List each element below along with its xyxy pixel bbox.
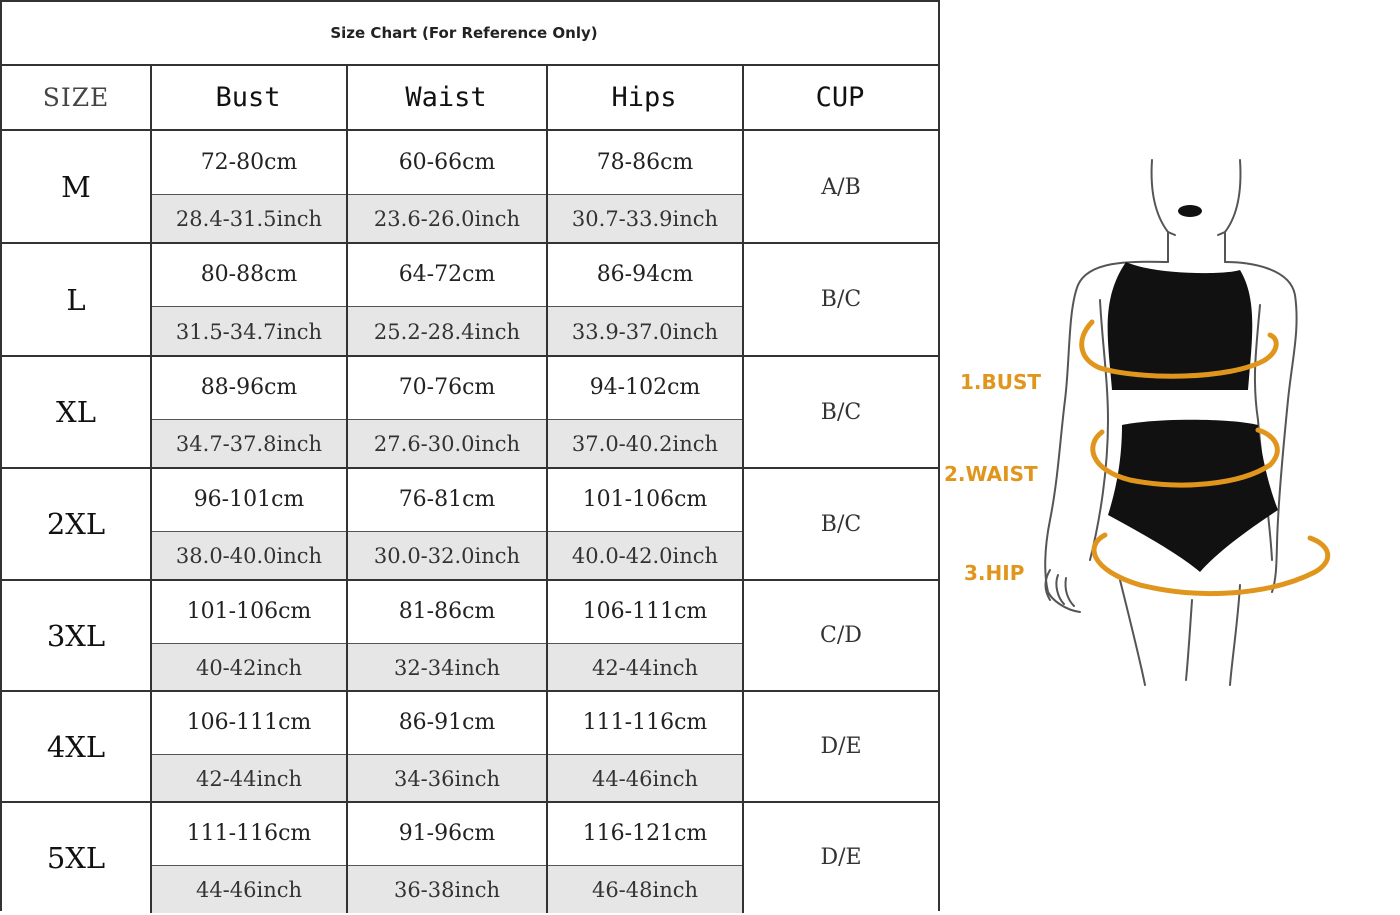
header-row [2,66,938,131]
cm-inch-divider [348,643,546,644]
cm-inch-divider [548,419,742,420]
header-hips: Hips [611,82,677,113]
cm-inch-divider [548,531,742,532]
bust-inch-cell: 38.0-40.0inch [152,532,346,580]
header-bust: Bust [215,82,281,113]
size-label: 3XL [46,618,106,653]
bust-cm-cell: 96-101cm [193,487,305,512]
cm-inch-divider [152,865,346,866]
hips-inch-cell: 46-48inch [548,866,742,913]
waist-inch-cell: 36-38inch [348,866,546,913]
column-divider [742,66,744,913]
size-label: 2XL [46,507,106,541]
cm-inch-divider [348,419,546,420]
row-divider [2,579,938,581]
hips-cm-cell: 101-106cm [582,487,708,512]
cup-cell: C/D [820,623,862,648]
cm-inch-divider [348,865,546,866]
hips-inch-cell: 30.7-33.9inch [548,195,742,243]
waist-cm-cell: 70-76cm [398,375,496,400]
waist-inch-cell: 25.2-28.4inch [348,307,546,356]
header-size: SIZE [42,83,110,112]
size-label: 5XL [46,840,106,875]
header-cup: CUP [815,82,865,113]
cm-inch-divider [152,643,346,644]
bust-label: 1.BUST [960,370,1042,394]
cup-cell: B/C [820,287,862,312]
cm-inch-divider [548,306,742,307]
cm-inch-divider [348,306,546,307]
waist-inch-cell: 34-36inch [348,755,546,802]
row-divider [2,467,938,469]
chart-title-row [2,2,938,66]
bust-cm-cell: 111-116cm [186,821,312,846]
bust-inch-cell: 28.4-31.5inch [152,195,346,243]
row-divider [2,690,938,692]
hips-inch-cell: 42-44inch [548,644,742,691]
size-label: L [66,282,86,317]
row-divider [2,355,938,357]
body-illustration [940,0,1400,911]
waist-cm-cell: 91-96cm [398,821,496,846]
cm-inch-divider [548,194,742,195]
bust-inch-cell: 40-42inch [152,644,346,691]
cm-inch-divider [152,194,346,195]
cm-inch-divider [152,531,346,532]
cup-cell: A/B [821,174,861,200]
waist-cm-cell: 76-81cm [398,487,496,512]
cm-inch-divider [348,531,546,532]
hips-inch-cell: 44-46inch [548,755,742,802]
chart-title: Size Chart (For Reference Only) [330,24,598,42]
waist-inch-cell: 32-34inch [348,644,546,691]
hips-inch-cell: 33.9-37.0inch [548,307,742,356]
waist-inch-cell: 23.6-26.0inch [348,195,546,243]
bust-inch-cell: 42-44inch [152,755,346,802]
cm-inch-divider [152,754,346,755]
cm-inch-divider [548,754,742,755]
size-label: XL [56,395,96,429]
cm-inch-divider [348,194,546,195]
size-label: 4XL [46,729,106,764]
cup-cell: D/E [820,734,862,759]
waist-cm-cell: 60-66cm [398,150,496,175]
cm-inch-divider [152,306,346,307]
waist-label: 2.WAIST [944,462,1038,486]
hips-inch-cell: 37.0-40.2inch [548,420,742,468]
size-label: M [61,170,91,204]
hip-label: 3.HIP [964,561,1025,585]
header-waist: Waist [405,82,487,113]
hips-cm-cell: 111-116cm [582,710,708,735]
bust-inch-cell: 44-46inch [152,866,346,913]
hips-cm-cell: 106-111cm [582,599,708,624]
cm-inch-divider [152,419,346,420]
column-divider [346,66,348,913]
row-divider [2,242,938,244]
hips-cm-cell: 78-86cm [596,150,694,175]
hips-cm-cell: 94-102cm [589,375,701,400]
cup-cell: D/E [820,845,862,870]
cup-cell: B/C [820,399,862,425]
column-divider [150,66,152,913]
bust-cm-cell: 106-111cm [186,710,312,735]
bust-inch-cell: 34.7-37.8inch [152,420,346,468]
waist-inch-cell: 27.6-30.0inch [348,420,546,468]
bust-cm-cell: 80-88cm [200,262,298,287]
hips-inch-cell: 40.0-42.0inch [548,532,742,580]
bust-inch-cell: 31.5-34.7inch [152,307,346,356]
bust-cm-cell: 101-106cm [186,599,312,624]
bust-cm-cell: 72-80cm [200,150,298,175]
waist-cm-cell: 86-91cm [398,710,496,735]
waist-cm-cell: 81-86cm [398,599,496,624]
row-divider [2,801,938,803]
cm-inch-divider [348,754,546,755]
cup-cell: B/C [820,511,862,537]
body-measurement-figure [940,0,1400,911]
hips-cm-cell: 86-94cm [596,262,694,287]
cm-inch-divider [548,865,742,866]
bust-cm-cell: 88-96cm [200,375,298,400]
waist-inch-cell: 30.0-32.0inch [348,532,546,580]
column-divider [546,66,548,913]
hips-cm-cell: 116-121cm [582,821,708,846]
cm-inch-divider [548,643,742,644]
waist-cm-cell: 64-72cm [398,262,496,287]
